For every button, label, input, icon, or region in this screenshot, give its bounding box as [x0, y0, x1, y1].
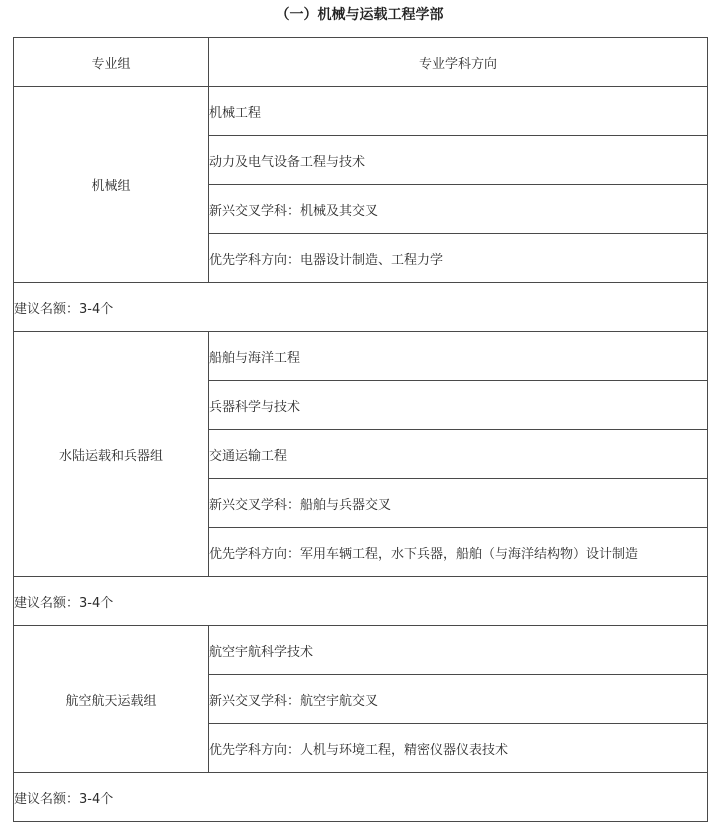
direction-cell: 交通运输工程: [209, 430, 708, 479]
quota-row: [14, 773, 708, 822]
direction-cell: 航空宇航科学技术: [209, 626, 708, 675]
table-row: [14, 626, 708, 675]
quota-row: [14, 283, 708, 332]
quota-cell: 建议名额：3-4个: [14, 773, 708, 822]
group-name-land-water: 水陆运载和兵器组: [14, 332, 209, 577]
direction-cell: 新兴交叉学科：航空宇航交叉: [209, 675, 708, 724]
direction-cell: 新兴交叉学科：机械及其交叉: [209, 185, 708, 234]
direction-cell: 优先学科方向：军用车辆工程，水下兵器，船舶（与海洋结构物）设计制造: [209, 528, 708, 577]
direction-cell: 优先学科方向：人机与环境工程，精密仪器仪表技术: [209, 724, 708, 773]
direction-cell: 动力及电气设备工程与技术: [209, 136, 708, 185]
table-row: [14, 332, 708, 381]
direction-cell: 船舶与海洋工程: [209, 332, 708, 381]
table-row: [14, 87, 708, 136]
section-title: （一）机械与运载工程学部: [275, 7, 444, 23]
direction-cell: 机械工程: [209, 87, 708, 136]
header-direction: 专业学科方向: [209, 38, 708, 87]
table-header-row: [14, 38, 708, 87]
quota-row: [14, 577, 708, 626]
header-group: 专业组: [14, 38, 209, 87]
quota-cell: 建议名额：3-4个: [14, 577, 708, 626]
discipline-table: [13, 37, 708, 822]
direction-cell: 优先学科方向：电器设计制造、工程力学: [209, 234, 708, 283]
direction-cell: 新兴交叉学科：船舶与兵器交叉: [209, 479, 708, 528]
group-name-aerospace: 航空航天运载组: [14, 626, 209, 773]
direction-cell: 兵器科学与技术: [209, 381, 708, 430]
quota-cell: 建议名额：3-4个: [14, 283, 708, 332]
group-name-mechanical: 机械组: [14, 87, 209, 283]
